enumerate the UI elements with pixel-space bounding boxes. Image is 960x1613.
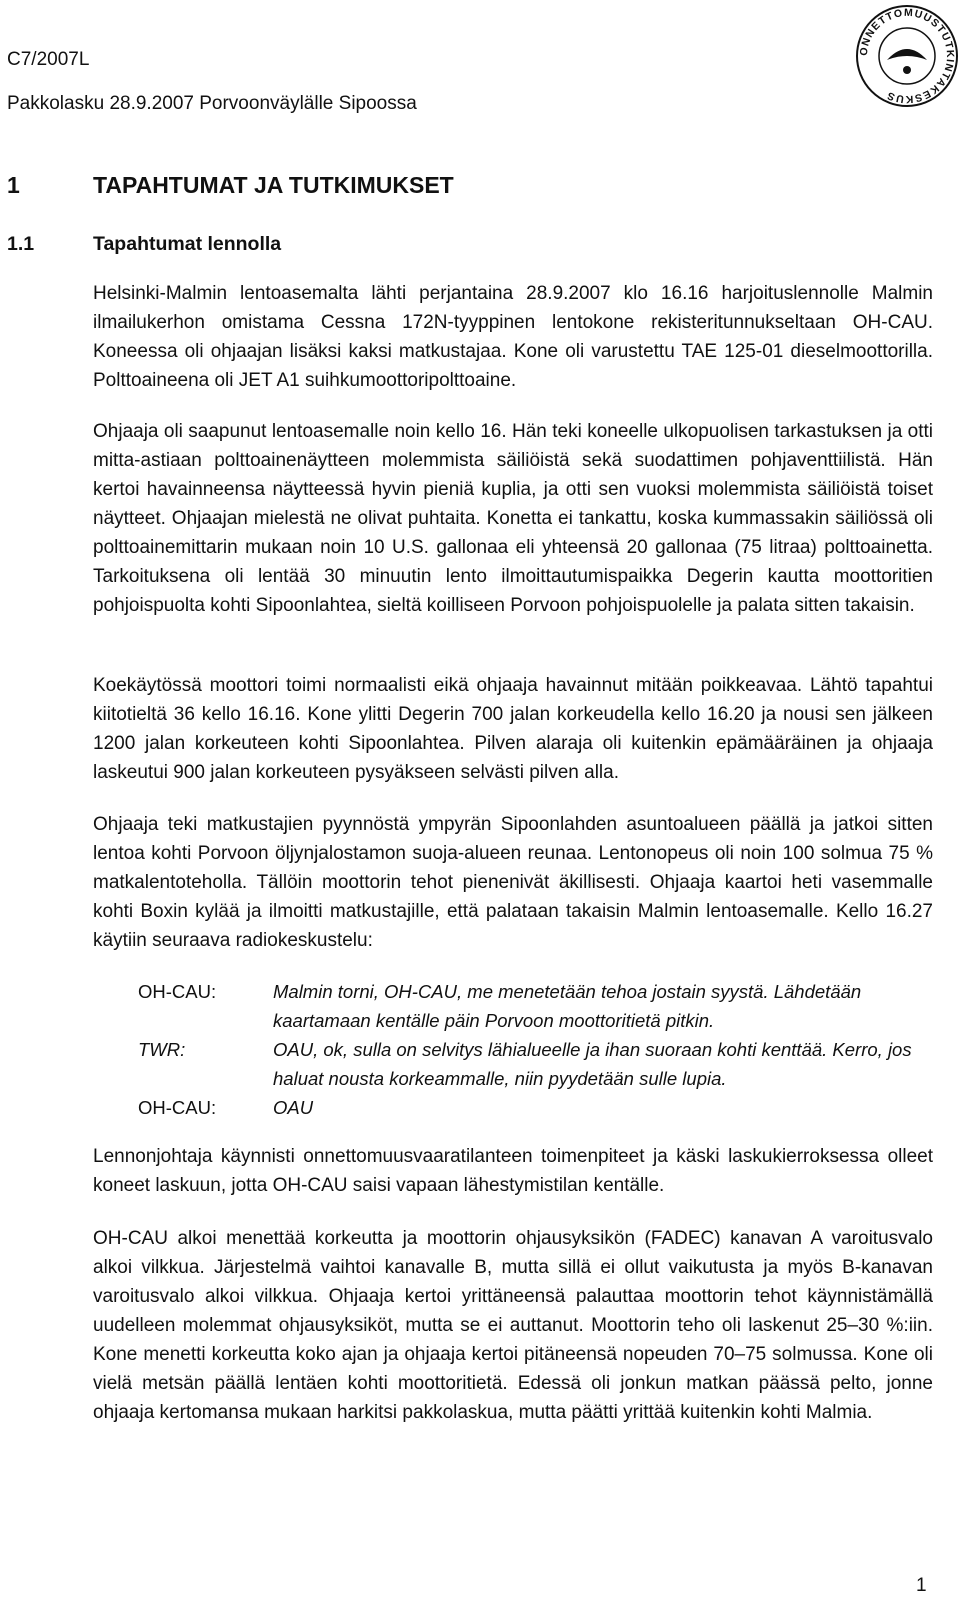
subsection-title: Tapahtumat lennolla: [93, 233, 282, 255]
radio-line: [138, 977, 933, 1035]
radio-message: OAU, ok, sulla on selvitys lähialueelle ja ihan suoraan kohti kenttää. Kerro, jos haluat nousta korkeammalle, niin pyydetään sulle lupia.: [273, 1039, 912, 1089]
seal-icon: [853, 2, 960, 110]
radio-line: [138, 1093, 933, 1122]
paragraph: Ohjaaja oli saapunut lentoasemalle noin kello 16. Hän teki koneelle ulkopuolisen tarkastuksen ja otti mitta-astiaan polttoainenäytteen molemmista säiliöistä sekä suodattimen pohjaventtiilistä. Hän kertoi havainneensa näytteessä hyvin pieniä kuplia, ja otti sen vuoksi molemmista säiliöistä toiset näytteet. Ohjaajan mielestä ne olivat puhtaita. Konetta ei tankattu, koska kummassakin säiliössä oli polttoainemittarin mukaan noin 10 U.S. gallonaa eli yhteensä 20 gallonaa (75 litraa) polttoainetta. Tarkoituksena oli lentää 30 minuutin lento ilmoittautumispaikka Degerin kautta moottoritien pohjoispuolta kohti Sipoonlahtea, sieltä koilliseen Porvoon pohjoispuolelle ja palata sitten takaisin.: [93, 421, 933, 616]
page-number: 1: [916, 1575, 927, 1596]
paragraph: Koekäytössä moottori toimi normaalisti eikä ohjaaja havainnut mitään poikkeavaa. Lähtö tapahtui kiitotieltä 36 kello 16.16. Kone ylitti Degerin 700 jalan korkeudella kello 16.20 ja nousi sen jälkeen 1200 jalan korkeuteen kohti Sipoonlahtea. Pilven alaraja oli kuitenkin epämääräinen ja ohjaaja laskeutui 900 jalan korkeuteen pysyäkseen selvästi pilven alla.: [93, 675, 933, 783]
radio-transcript: [138, 977, 933, 1122]
radio-line: [138, 1035, 933, 1093]
radio-message: Malmin torni, OH-CAU, me menetetään tehoa jostain syystä. Lähdetään kaartamaan kentälle päin Porvoon moottoritietä pitkin.: [273, 981, 862, 1031]
section-title: TAPAHTUMAT JA TUTKIMUKSET: [93, 172, 454, 198]
page-header: [7, 38, 417, 126]
paragraph: Ohjaaja teki matkustajien pyynnöstä ympyrän Sipoonlahden asuntoalueen päällä ja jatkoi sitten lentoa kohti Porvoon öljynjalostamon suoja-alueen reunaa. Lentonopeus oli noin 100 solmua 75 % matkalentoteholla. Tällöin moottorin tehot pienenivät äkillisesti. Ohjaaja kaartoi heti vasemmalle kohti Boxin kylää ja ilmoitti matkustajille, että palataan takaisin Malmin lentoasemalle. Kello 16.27 käytiin seuraava radiokeskustelu:: [93, 814, 933, 951]
subsection-number: 1.1: [7, 233, 35, 255]
agency-seal-logo: [853, 2, 960, 110]
section-number: 1: [7, 172, 20, 198]
radio-speaker: OH-CAU:: [138, 1097, 217, 1118]
radio-speaker: OH-CAU:: [138, 981, 217, 1002]
svg-text:ONNETTOMUUSTUTKINTAKESKUS: ONNETTOMUUSTUTKINTAKESKUS: [857, 6, 957, 106]
paragraph: Helsinki-Malmin lentoasemalta lähti perjantaina 28.9.2007 klo 16.16 harjoituslennolle Malmin ilmailukerhon omistama Cessna 172N-tyyppinen lentokone rekisteritunnukseltaan OH-CAU. Koneessa oli ohjaajan lisäksi kaksi matkustajaa. Kone oli varustettu TAE 125‑01 dieselmoottorilla. Polttoaineena oli JET A1 suihkumoottoripolttoaine.: [93, 283, 933, 391]
radio-message: OAU: [273, 1097, 314, 1118]
paragraph: Lennonjohtaja käynnisti onnettomuusvaaratilanteen toimenpiteet ja käski laskukierroksessa olleet koneet laskuun, jotta OH-CAU saisi vapaan lähestymistilan kentälle.: [93, 1146, 933, 1196]
report-title: Pakkolasku 28.9.2007 Porvoonväylälle Sipoossa: [7, 93, 417, 114]
paragraph: OH-CAU alkoi menettää korkeutta ja moottorin ohjausyksikön (FADEC) kanavan A varoitusvalo alkoi vilkkua. Järjestelmä vaihtoi kanavalle B, mutta sillä ei ollut vaikutusta ja myös B-kanavan varoitusvalo alkoi vilkkua. Ohjaaja kertoi yrittäneensä palauttaa moottorin tehot käynnistämällä uudelleen molemmat ohjausyksiköt, mutta se ei auttanut. Moottorin teho oli laskenut 25–30 %:iin. Kone menetti korkeutta koko ajan ja ohjaaja kertoi pitäneensä nopeuden 70–75 solmussa. Kone oli vielä metsän päällä lentäen kohti moottoritietä. Edessä oli jonkun matkan päässä pelto, jonne ohjaaja kertomansa mukaan harkitsi pakkolaskua, mutta päätti yrittää kuitenkin kohti Malmia.: [93, 1228, 933, 1423]
report-id: C7/2007L: [7, 49, 90, 70]
radio-speaker: TWR:: [138, 1039, 186, 1060]
